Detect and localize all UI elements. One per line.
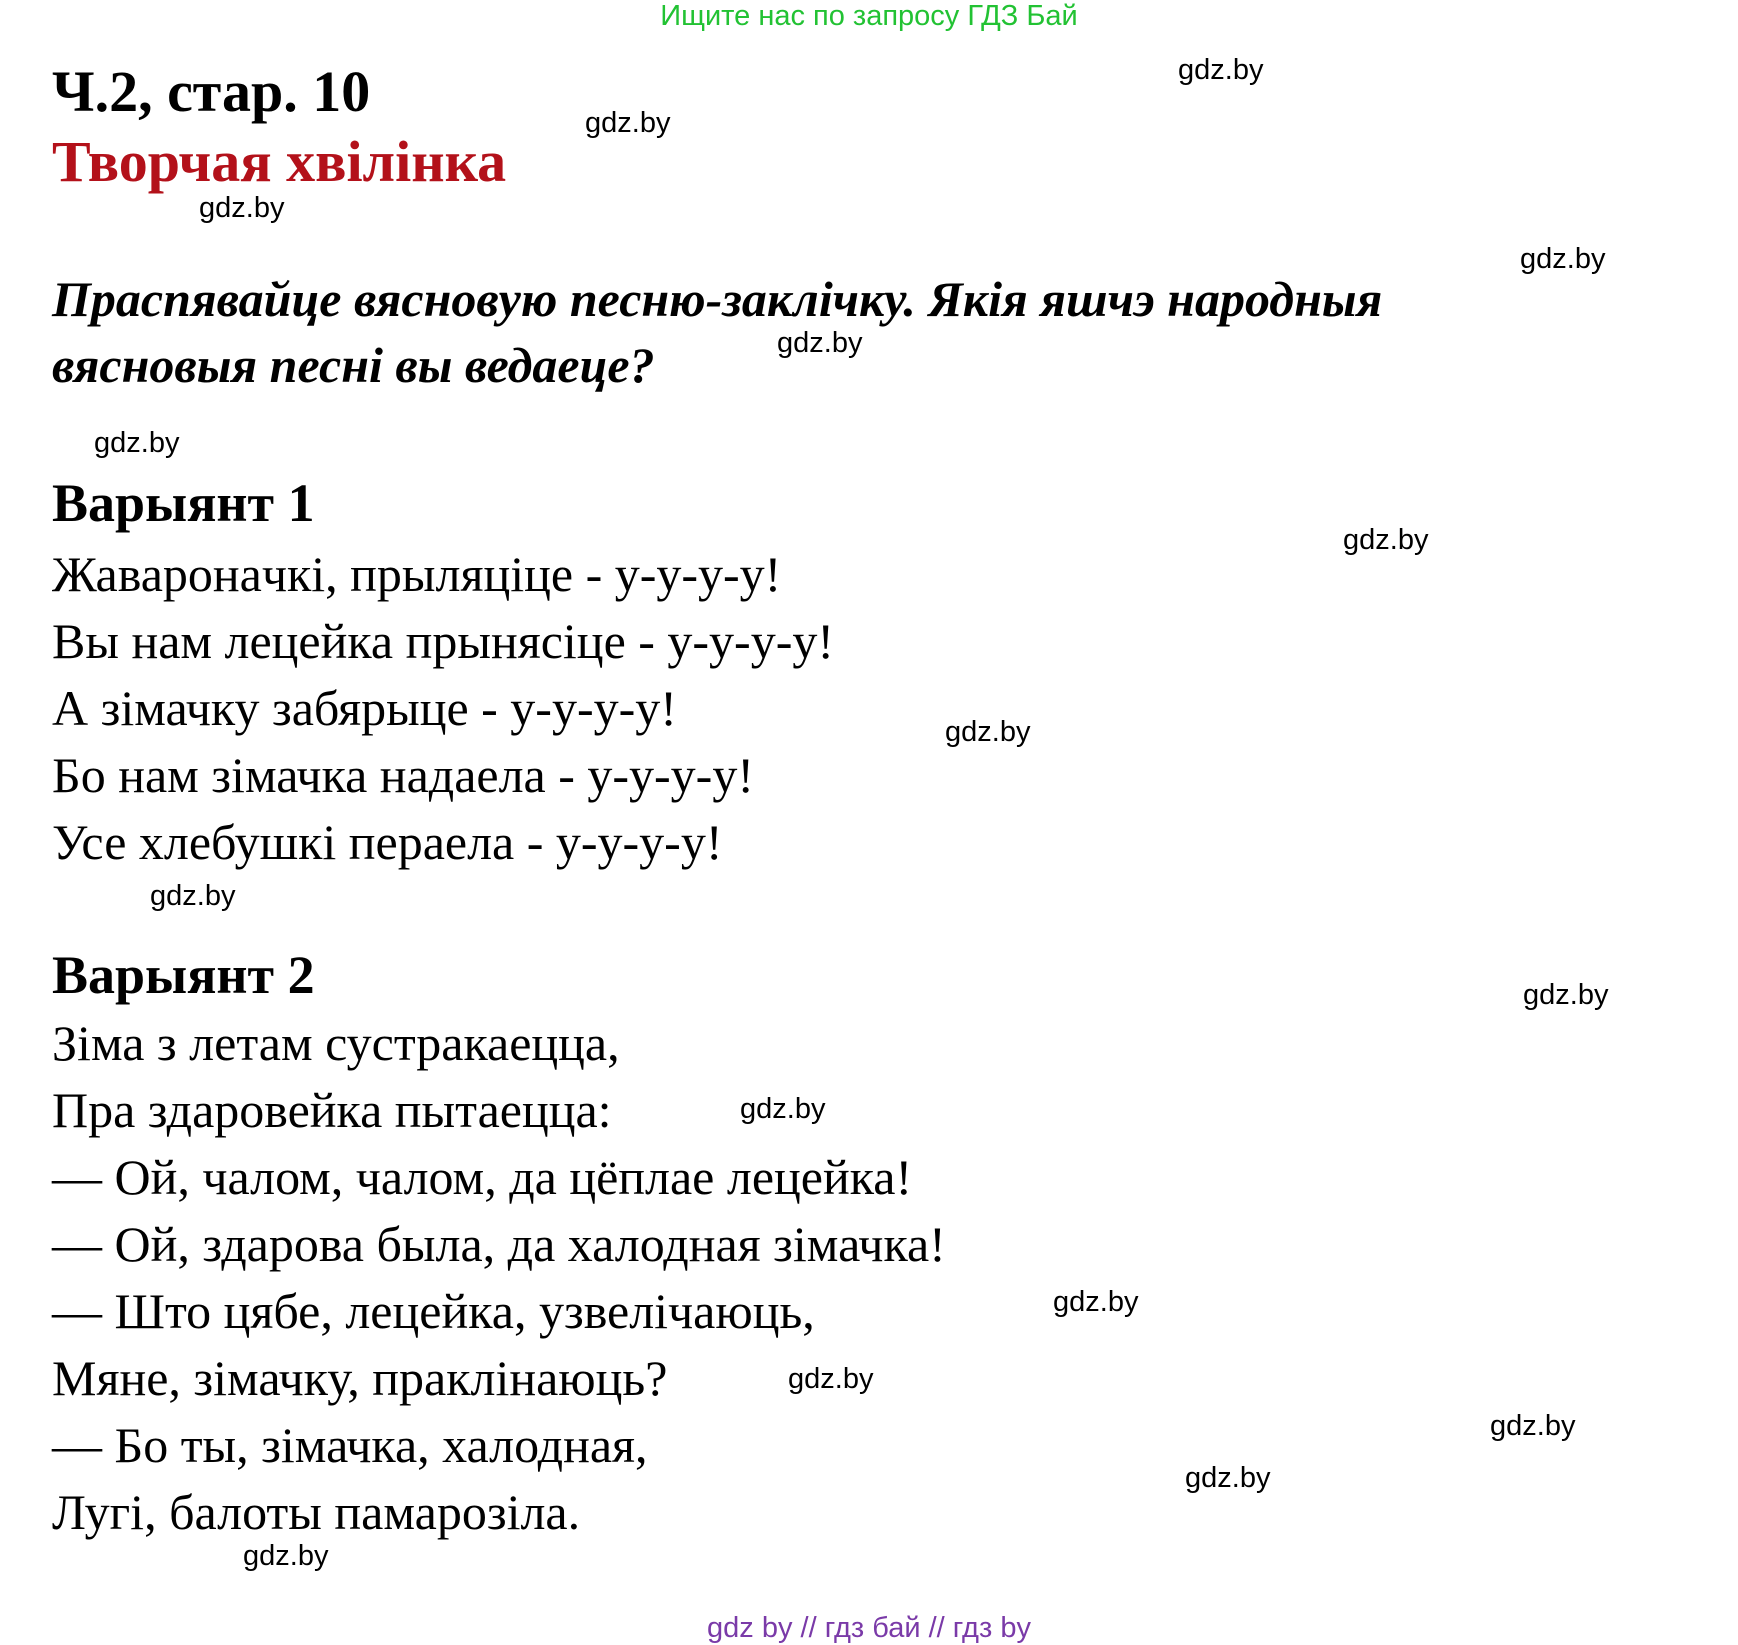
watermark: gdz.by (777, 327, 863, 359)
promo-link[interactable]: Ищите нас по запросу ГДЗ Бай (660, 0, 1078, 32)
watermark: gdz.by (740, 1093, 826, 1125)
watermark: gdz.by (1185, 1462, 1271, 1494)
variant-2-line: — Што цябе, лецейка, узвелічаюць, (52, 1283, 815, 1339)
variant-2-line: Мяне, зімачку, праклінаюць? (52, 1350, 668, 1406)
variant-2-line: Зіма з летам сустракаецца, (52, 1015, 620, 1071)
variant-2-line: Лугі, балоты памарозіла. (52, 1484, 581, 1540)
watermark: gdz.by (1520, 243, 1606, 275)
variant-1-line: Бо нам зімачка надаела - у-у-у-у! (52, 747, 754, 803)
variant-1-line: Усе хлебушкі пераела - у-у-у-у! (52, 814, 723, 870)
watermark: gdz.by (1178, 54, 1264, 86)
watermark: gdz.by (1490, 1410, 1576, 1442)
watermark: gdz.by (94, 427, 180, 459)
task-line-1: Праспявайце вясновую песню-заклічку. Якія яшчэ народныя (52, 271, 1383, 327)
watermark: gdz.by (1343, 524, 1429, 556)
task-line-2: вясновыя песні вы ведаеце? (52, 337, 655, 393)
variant-2-line: — Ой, здарова была, да халодная зімачка! (52, 1216, 946, 1272)
watermark: gdz.by (585, 107, 671, 139)
watermark: gdz.by (199, 192, 285, 224)
watermark: gdz.by (945, 716, 1031, 748)
variant-1-line: Жаваронaчкі, прыляціце - у-у-у-у! (52, 546, 782, 602)
watermark: gdz.by (1523, 979, 1609, 1011)
variant-1-heading: Варыянт 1 (52, 473, 315, 533)
watermark: gdz.by (788, 1363, 874, 1395)
section-title: Творчая хвілінка (52, 129, 507, 194)
footer-links[interactable]: gdz by // гдз бай // гдз by (707, 1612, 1031, 1644)
variant-2-line: Пра здаровейка пытаецца: (52, 1082, 612, 1138)
watermark: gdz.by (243, 1540, 329, 1572)
variant-2-line: — Ой, чалом, чалом, да цёплае лецейка! (52, 1149, 913, 1205)
page-reference: Ч.2, стар. 10 (52, 59, 371, 124)
variant-1-line: Вы нам лецейка прынясіце - у-у-у-у! (52, 613, 835, 669)
watermark: gdz.by (1053, 1286, 1139, 1318)
variant-1-line: А зімачку забярыце - у-у-у-у! (52, 680, 677, 736)
watermark: gdz.by (150, 880, 236, 912)
variant-2-heading: Варыянт 2 (52, 945, 315, 1005)
variant-2-line: — Бо ты, зімачка, халодная, (52, 1417, 648, 1473)
